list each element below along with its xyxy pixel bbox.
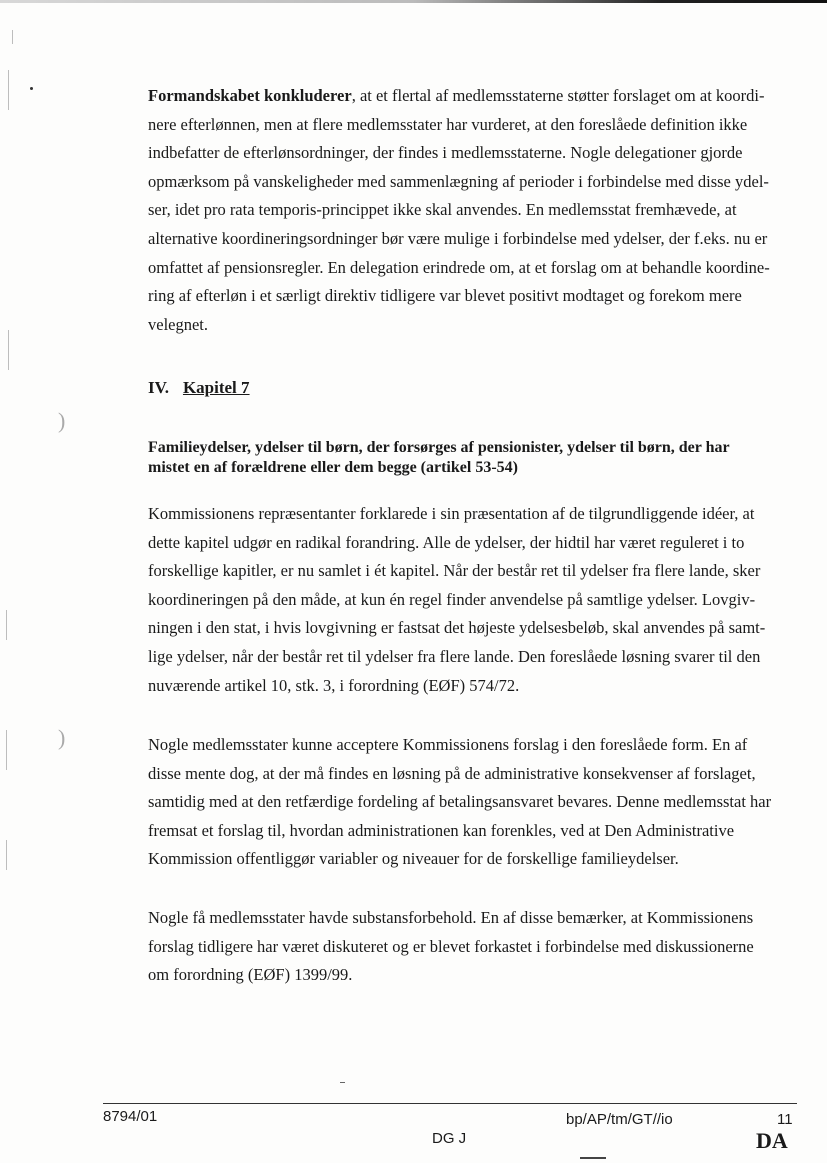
text-line: nuværende artikel 10, stk. 3, i forordning (EØF) 574/72. (148, 675, 520, 695)
scan-speck (340, 1082, 345, 1083)
text-line: fremsat et forslag til, hvordan administrationen kan forenkles, ved at Den Administrative (148, 820, 735, 840)
subheading-line: mistet en af forældrene eller dem begge (artikel 53-54) (148, 459, 518, 476)
text-line: dette kapitel udgør en radikal forandring. Alle de ydelser, der hidtil har været reguleret i to (148, 532, 745, 552)
paragraph-member-states-accept (148, 731, 798, 874)
subheading (148, 438, 798, 478)
footer-reference: bp/AP/tm/GT//io (566, 1111, 673, 1128)
top-rule (0, 0, 827, 3)
text-line: indbefatter de efterlønsordninger, der findes i medlemsstaterne. Nogle delegationer gjorde (148, 143, 743, 163)
scan-mark (8, 70, 9, 110)
text-line: ring af efterløn i et særligt direktiv tidligere var blevet positivt modtaget og forekom mere (148, 286, 742, 306)
footer-doc-number: 8794/01 (103, 1108, 158, 1125)
scan-mark (8, 330, 9, 370)
scan-mark (6, 610, 7, 640)
text-line: opmærksom på vanskeligheder med sammenlægning af perioder i forbindelse med disse ydel- (148, 171, 769, 191)
text-line: Kommission offentliggør variabler og niveauer for de forskellige familieydelser. (148, 849, 679, 869)
footer-rule (103, 1103, 797, 1104)
punch-hole-mark: ) (58, 408, 66, 433)
scan-dot (30, 87, 33, 90)
text-line: om forordning (EØF) 1399/99. (148, 965, 353, 985)
text-line: velegnet. (148, 314, 209, 334)
scan-mark (12, 30, 13, 44)
section-title: Kapitel 7 (182, 378, 250, 397)
text-line: forslag tidligere har været diskuteret og er blevet forkastet i forbindelse med diskussionerne (148, 936, 754, 956)
section-number: IV. (148, 378, 169, 397)
text-line: Nogle få medlemsstater havde substansforbehold. En af disse bemærker, at Kommissionens (148, 908, 754, 927)
scan-mark (6, 730, 7, 770)
paragraph-efterloen-conclusion (148, 82, 798, 339)
text-line: lige ydelser, når der består ret til ydelser fra flere lande. Den foreslåede løsning svarer til den (148, 646, 761, 666)
text-line: koordineringen på den måde, at kun én regel finder anvendelse på samtlige ydelser. Lovgiv- (148, 589, 756, 609)
text-line: Nogle medlemsstater kunne acceptere Kommissionens forslag i den foreslåede form. En af (148, 735, 748, 754)
paragraph-reservations (148, 904, 798, 990)
text-line: alternative koordineringsordninger bør være mulige i forbindelse med ydelser, der f.eks. nu er (148, 228, 768, 248)
section-heading (148, 378, 250, 398)
text-line: nere efterlønnen, men at flere medlemsstater har vurderet, at den foreslåede definition ikke (148, 114, 748, 134)
scan-mark (6, 840, 7, 870)
text-line: Kommissionens repræsentanter forklarede i sin præsentation af de tilgrundliggende idéer, at (148, 504, 755, 523)
subheading-line: Familieydelser, ydelser til børn, der forsørges af pensionister, ydelser til børn, der har (148, 439, 730, 456)
paragraph-commission-presentation (148, 500, 798, 700)
footer-page-number: 11 (777, 1111, 793, 1128)
footer-directorate: DG J (432, 1130, 467, 1147)
text-line: samtidig med at den retfærdige fordeling af betalingsansvaret bevares. Denne medlemsstat har (148, 792, 772, 812)
text-line: ningen i den stat, i hvis lovgivning er fastsat det højeste ydelsesbeløb, skal anvendes på samt- (148, 618, 766, 638)
text-line: omfattet af pensionsregler. En delegation erindrede om, at et forslag om at behandle koordine- (148, 257, 770, 277)
bold-lead: Formandskabet konkluderer (148, 86, 352, 105)
text-line: forskellige kapitler, er nu samlet i ét kapitel. Når der består ret til ydelser fra flere lande, sker (148, 561, 761, 581)
footer-language-code: DA (756, 1128, 788, 1153)
scan-speck (580, 1157, 606, 1159)
text-line: ser, idet pro rata temporis-princippet ikke skal anvendes. En medlemsstat fremhævede, at (148, 200, 737, 220)
text-line: disse mente dog, at der må findes en løsning på de administrative konsekvenser af forslaget, (148, 763, 756, 783)
punch-hole-mark: ) (58, 725, 66, 750)
text-line: Formandskabet konkluderer, at et flertal af medlemsstaterne støtter forslaget om at koordi- (148, 86, 765, 105)
